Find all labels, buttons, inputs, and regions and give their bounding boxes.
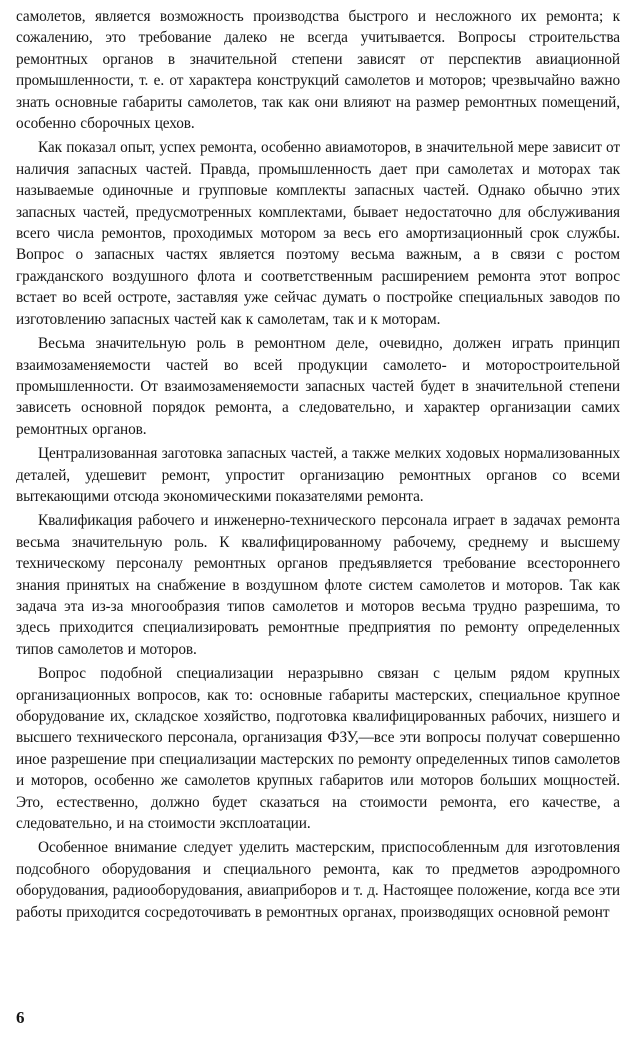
paragraph-5: Квалификация рабочего и инженерно-технического персонала играет в задачах ремонта весьма значительную роль. К квалифицированному рабочему, среднему и высшему техническому персоналу ремонтных органов предъявляется требование всестороннего знания принятых на снабжение в воздушном флоте систем самолетов и моторов. Так как задача эта из-за многообразия типов самолетов и моторов весьма трудно разрешима, то здесь приходится специализировать ремонтные предприятия по ремонту определенных типов самолетов и моторов.	[16, 512, 620, 658]
page-number: 6	[16, 1008, 25, 1027]
paragraph-6: Вопрос подобной специализации неразрывно связан с целым рядом крупных организационных вопросов, как то: основные габариты мастерских, специальное крупное оборудование их, складское хозяйство, подготовка квалифицированных рабочих, низшего и высшего технического персонала, организация ФЗУ,—все эти вопросы получат совершенно иное разрешение при специализации мастерских по ремонту определенных типов самолетов и моторов, особенно же самолетов крупных габаритов или моторов больших мощностей. Это, естественно, должно будет сказаться на стоимости ремонта, его качестве, а следовательно, и на стоимости эксплоатации.	[16, 665, 620, 833]
paragraph-7: Особенное внимание следует уделить мастерским, приспособленным для изготовления подсобного оборудования и специального ремонта, как то предметов аэродромного оборудования, радиооборудования, авиаприборов и т. д. Настоящее положение, когда все эти работы приходится сосредоточивать в ремонтных органах, производящих основной ремонт	[16, 839, 620, 921]
page-text-body	[16, 6, 620, 926]
paragraph-4: Централизованная заготовка запасных частей, а также мелких ходовых нормализованных деталей, удешевит ремонт, упростит организацию ремонтных органов со всеми вытекающими отсюда экономическими показателями ремонта.	[16, 445, 620, 505]
paragraph-3: Весьма значительную роль в ремонтном деле, очевидно, должен играть принцип взаимозаменяемости частей во всей продукции самолето- и моторостроительной промышленности. От взаимозаменяемости запасных частей будет в значительной степени зависеть основной порядок ремонта, а следовательно, и характер организации самих ремонтных органов.	[16, 335, 620, 438]
paragraph-1: самолетов, является возможность производства быстрого и несложного их ремонта; к сожалению, это требование далеко не всегда учитывается. Вопросы строительства ремонтных органов в значительной степени зависят от перспектив авиационной промышленности, т. е. от характера конструкций самолетов и моторов; чрезвычайно важно знать основные габариты самолетов, так как они влияют на размер ремонтных помещений, особенно сборочных цехов.	[16, 8, 620, 133]
paragraph-2: Как показал опыт, успех ремонта, особенно авиамоторов, в значительной мере зависит от наличия запасных частей. Правда, промышленность дает при самолетах и моторах так называемые одиночные и групповые комплекты запасных частей. Однако обычно этих запасных частей, предусмотренных комплектами, бывает недостаточно для обслуживания всего числа ремонтов, проходимых мотором за весь его амортизационный срок службы. Вопрос о запасных частях является поэтому весьма важным, а в связи с ростом гражданского воздушного флота и соответственным расширением ремонта этот вопрос встает во всей остроте, заставляя уже сейчас думать о постройке специальных заводов по изготовлению запасных частей как к самолетам, так и к моторам.	[16, 139, 620, 328]
